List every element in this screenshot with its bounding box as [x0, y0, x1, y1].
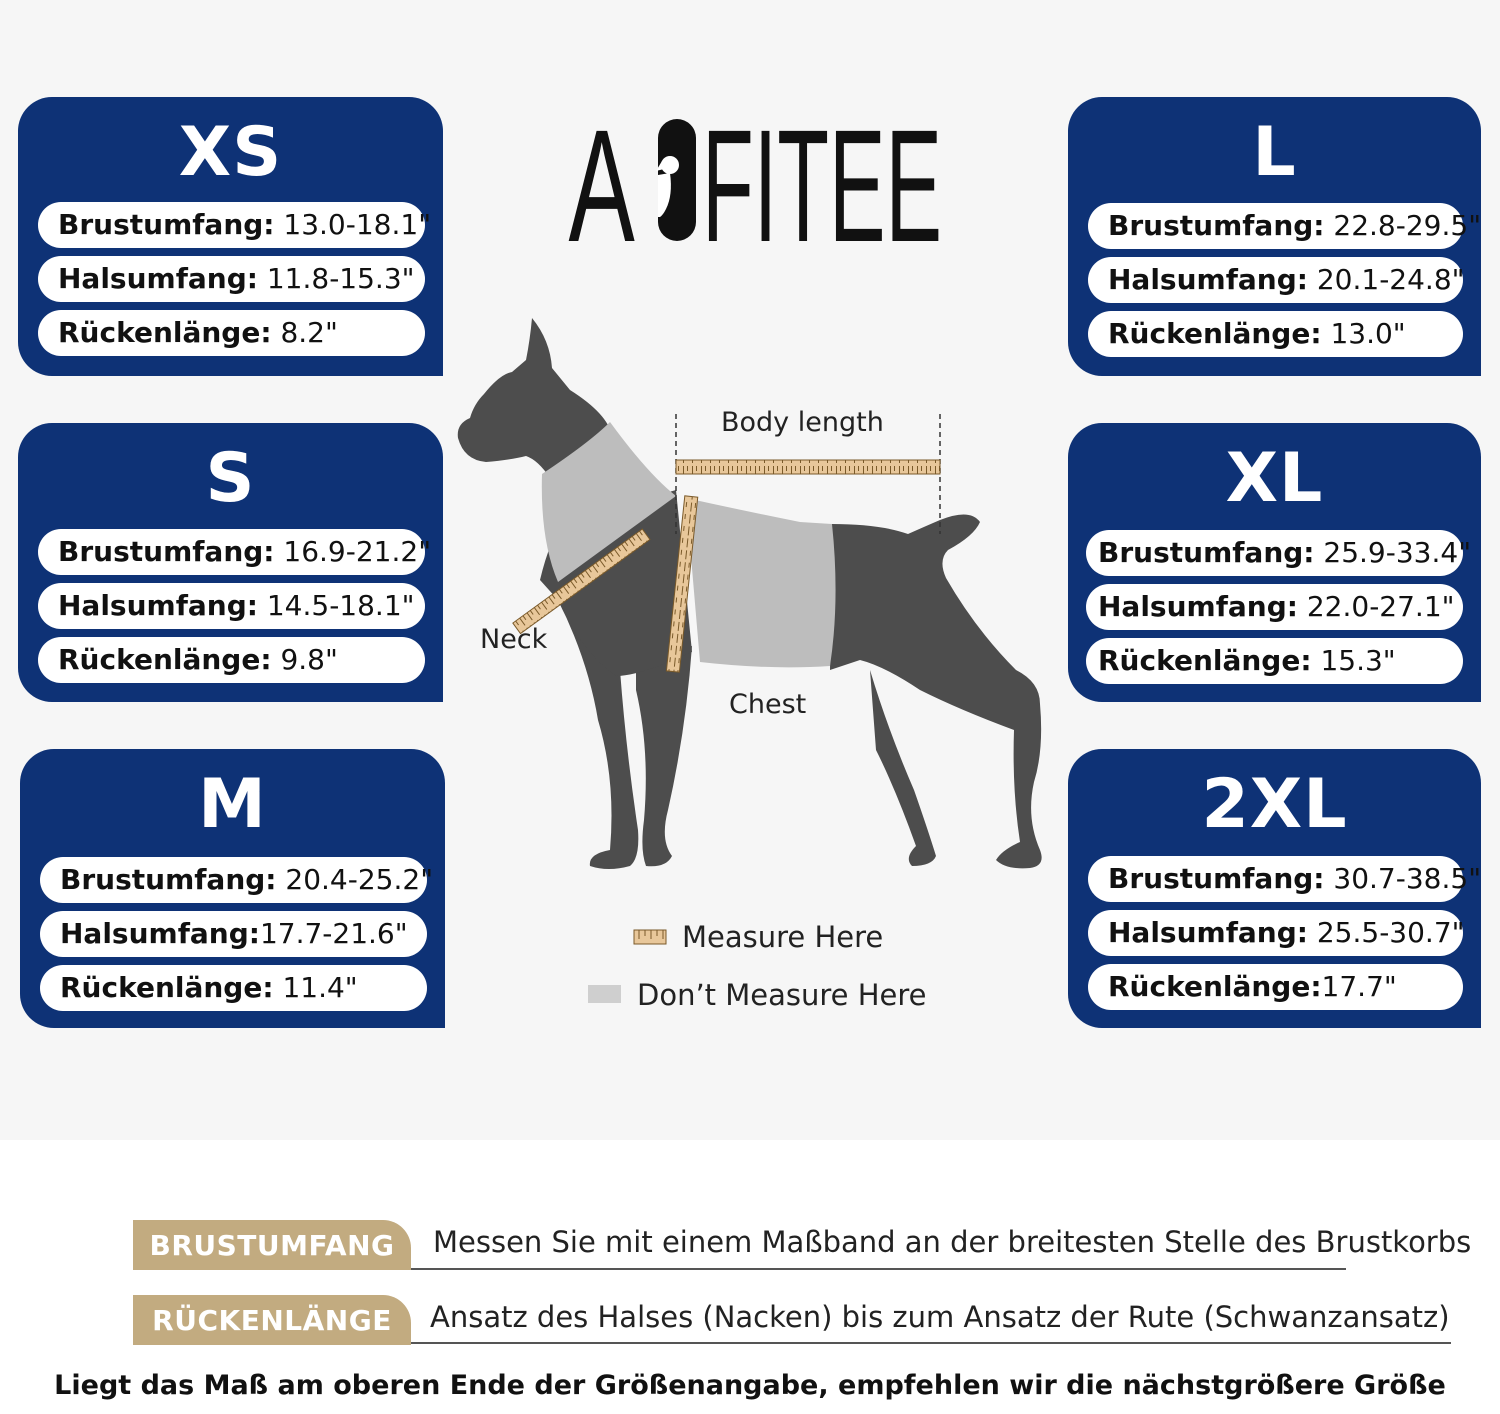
back-length-measurement: Rückenlänge: 9.8" [38, 637, 425, 683]
size-label: 2XL [1201, 765, 1348, 844]
body-length-label: Body length [721, 407, 884, 438]
back-length-measurement: Rückenlänge: 11.4" [40, 965, 427, 1011]
logo-letters-fitee: FITEE [702, 96, 942, 275]
chest-measurement: Brustumfang: 25.9-33.4" [1086, 530, 1463, 576]
legend-dont-measure-here: Don’t Measure Here [637, 978, 927, 1012]
back-length-measurement: Rückenlänge: 8.2" [38, 310, 425, 356]
neck-measurement: Halsumfang: 14.5-18.1" [38, 583, 425, 629]
size-card-l [1068, 97, 1481, 376]
back-length-measurement: Rückenlänge: 15.3" [1086, 638, 1463, 684]
size-card-xs [18, 97, 443, 376]
logo-letter-a: A [568, 97, 635, 276]
size-card-m [20, 749, 445, 1028]
chest-label: Chest [729, 689, 807, 720]
back-length-definition-tag: RÜCKENLÄNGE [133, 1295, 411, 1345]
neck-measurement: Halsumfang: 11.8-15.3" [38, 256, 425, 302]
size-card-2xl [1068, 749, 1481, 1028]
size-label: S [205, 439, 256, 518]
neck-label: Neck [480, 624, 548, 655]
size-card-s [18, 423, 443, 702]
size-card-xl [1068, 423, 1481, 702]
chest-definition-text: Messen Sie mit einem Maßband an der breitesten Stelle des Brustkorbs [433, 1225, 1472, 1259]
size-label: L [1252, 113, 1297, 192]
size-label: M [198, 765, 267, 844]
size-label: XL [1225, 439, 1324, 518]
back-length-definition-text: Ansatz des Halses (Nacken) bis zum Ansatz der Rute (Schwanzansatz) [430, 1300, 1450, 1334]
measure-here-icon [633, 928, 667, 946]
dog-measurement-diagram [440, 310, 1060, 890]
neck-measurement: Halsumfang: 20.1-24.8" [1088, 257, 1463, 303]
logo-dog-icon [656, 119, 696, 241]
size-label: XS [178, 113, 283, 192]
chest-measurement: Brustumfang: 16.9-21.2" [38, 529, 425, 575]
brand-logo [560, 96, 960, 276]
chest-definition-tag: BRUSTUMFANG [133, 1220, 411, 1270]
back-length-measurement: Rückenlänge:17.7" [1088, 964, 1463, 1010]
dont-measure-swatch [588, 985, 621, 1003]
chest-definition-rule [411, 1268, 1346, 1270]
back-length-definition-rule [411, 1342, 1451, 1344]
neck-measurement: Halsumfang:17.7-21.6" [40, 911, 427, 957]
chest-measurement: Brustumfang: 13.0-18.1" [38, 202, 425, 248]
neck-measurement: Halsumfang: 25.5-30.7" [1088, 910, 1463, 956]
legend-measure-here: Measure Here [682, 920, 884, 954]
back-length-measurement: Rückenlänge: 13.0" [1088, 311, 1463, 357]
chest-measurement: Brustumfang: 22.8-29.5" [1088, 203, 1463, 249]
chest-measurement: Brustumfang: 20.4-25.2" [40, 857, 427, 903]
size-recommendation-note: Liegt das Maß am oberen Ende der Größenangabe, empfehlen wir die nächstgrößere Größe [54, 1370, 1446, 1401]
chest-measurement: Brustumfang: 30.7-38.5" [1088, 856, 1463, 902]
neck-measurement: Halsumfang: 22.0-27.1" [1086, 584, 1463, 630]
